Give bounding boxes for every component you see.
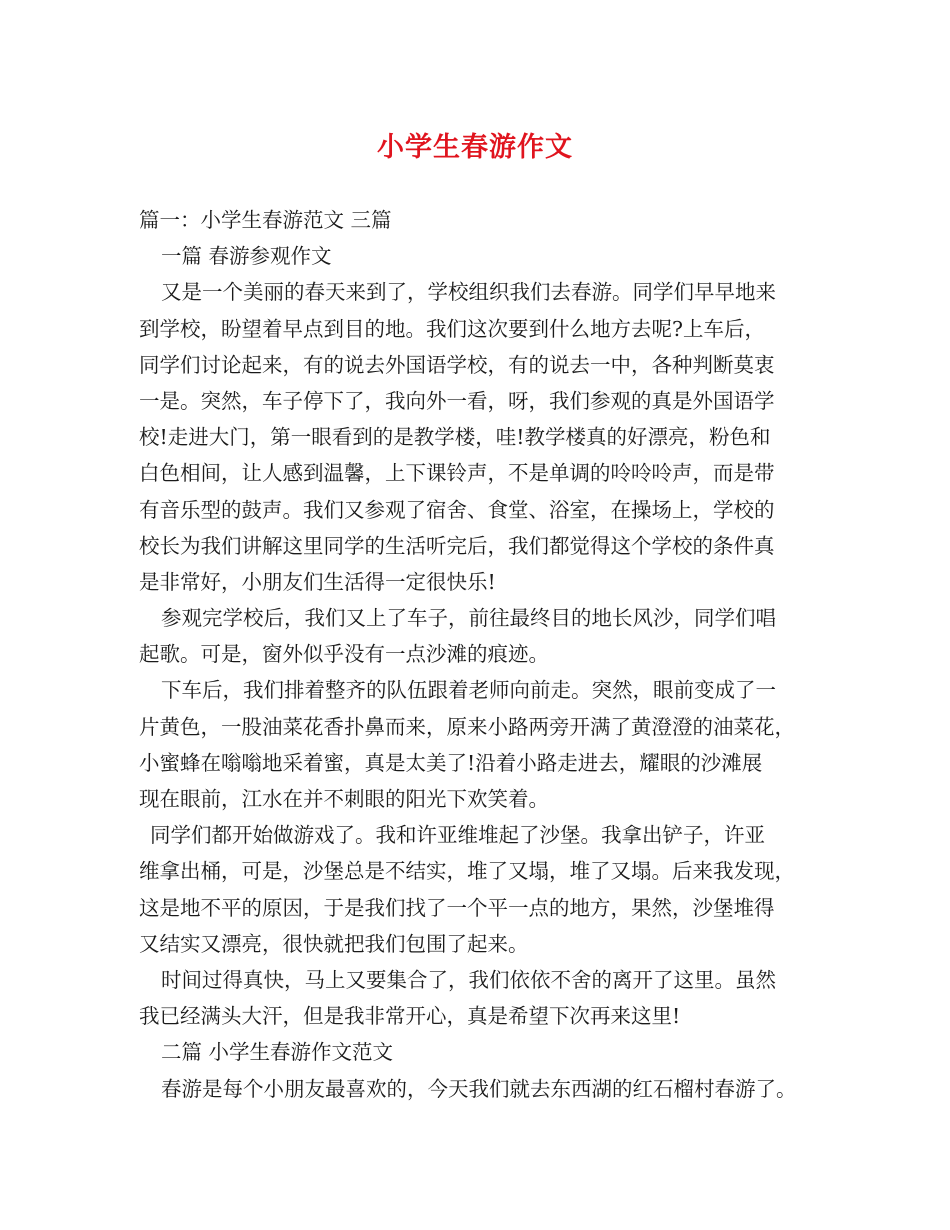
text-line-5: 同学们讨论起来，有的说去外国语学校，有的说去一中，各种判断莫衷: [139, 352, 775, 377]
text-line-23: 我已经满头大汗，但是我非常开心，真是希望下次再来这里!: [139, 1004, 681, 1029]
text-line-12: 参观完学校后，我们又上了车子，前往最终目的地长风沙，同学们唱: [161, 606, 776, 631]
text-line-25: 春游是每个小朋友最喜欢的，今天我们就去东西湖的红石榴村春游了。: [161, 1076, 797, 1101]
text-line-21: 又结实又漂亮，很快就把我们包围了起来。: [139, 931, 529, 956]
text-line-4: 到学校，盼望着早点到目的地。我们这次要到什么地方去呢?上车后，: [139, 316, 765, 341]
text-line-18: 同学们都开始做游戏了。我和许亚维堆起了沙堡。我拿出铲子，许亚: [150, 823, 765, 848]
text-line-3: 又是一个美丽的春天来到了，学校组织我们去春游。同学们早早地来: [161, 280, 776, 305]
document-body: [139, 202, 829, 1107]
document-title: 小学生春游作文: [377, 132, 573, 163]
text-line-15: 片黄色，一股油菜花香扑鼻而来，原来小路两旁开满了黄澄澄的油菜花，: [139, 714, 795, 739]
text-line-1: 篇一：小学生春游范文 三篇: [139, 208, 392, 232]
text-line-9: 有音乐型的鼓声。我们又参观了宿舍、食堂、浴室，在操场上，学校的: [139, 497, 775, 522]
text-line-24: 二篇 小学生春游作文范文: [161, 1040, 394, 1065]
text-line-16: 小蜜蜂在嗡嗡地采着蜜，真是太美了!沿着小路走进去，耀眼的沙滩展: [139, 750, 763, 775]
text-line-17: 现在眼前，江水在并不刺眼的阳光下欢笑着。: [139, 787, 549, 811]
text-line-11: 是非常好，小朋友们生活得一定很快乐!: [139, 569, 496, 594]
text-line-2: 一篇 春游参观作文: [161, 244, 332, 269]
text-line-6: 一是。突然，车子停下了，我向外一看，呀，我们参观的真是外国语学: [139, 388, 775, 413]
text-line-14: 下车后，我们排着整齐的队伍跟着老师向前走。突然，眼前变成了一: [161, 678, 776, 703]
text-line-13: 起歌。可是，窗外似乎没有一点沙滩的痕迹。: [139, 642, 549, 667]
text-line-7: 校!走进大门，第一眼看到的是教学楼，哇!教学楼真的好漂亮，粉色和: [139, 425, 771, 450]
text-line-10: 校长为我们讲解这里同学的生活听完后，我们都觉得这个学校的条件真: [139, 533, 775, 558]
text-line-20: 这是地不平的原因，于是我们找了一个平一点的地方，果然，沙堡堆得: [139, 895, 775, 920]
text-line-19: 维拿出桶，可是，沙堡总是不结实，堆了又塌，堆了又塌。后来我发现，: [139, 859, 795, 884]
text-line-22: 时间过得真快，马上又要集合了，我们依依不舍的离开了这里。虽然: [161, 967, 776, 992]
text-line-8: 白色相间，让人感到温馨，上下课铃声，不是单调的呤呤呤声，而是带: [139, 461, 775, 486]
